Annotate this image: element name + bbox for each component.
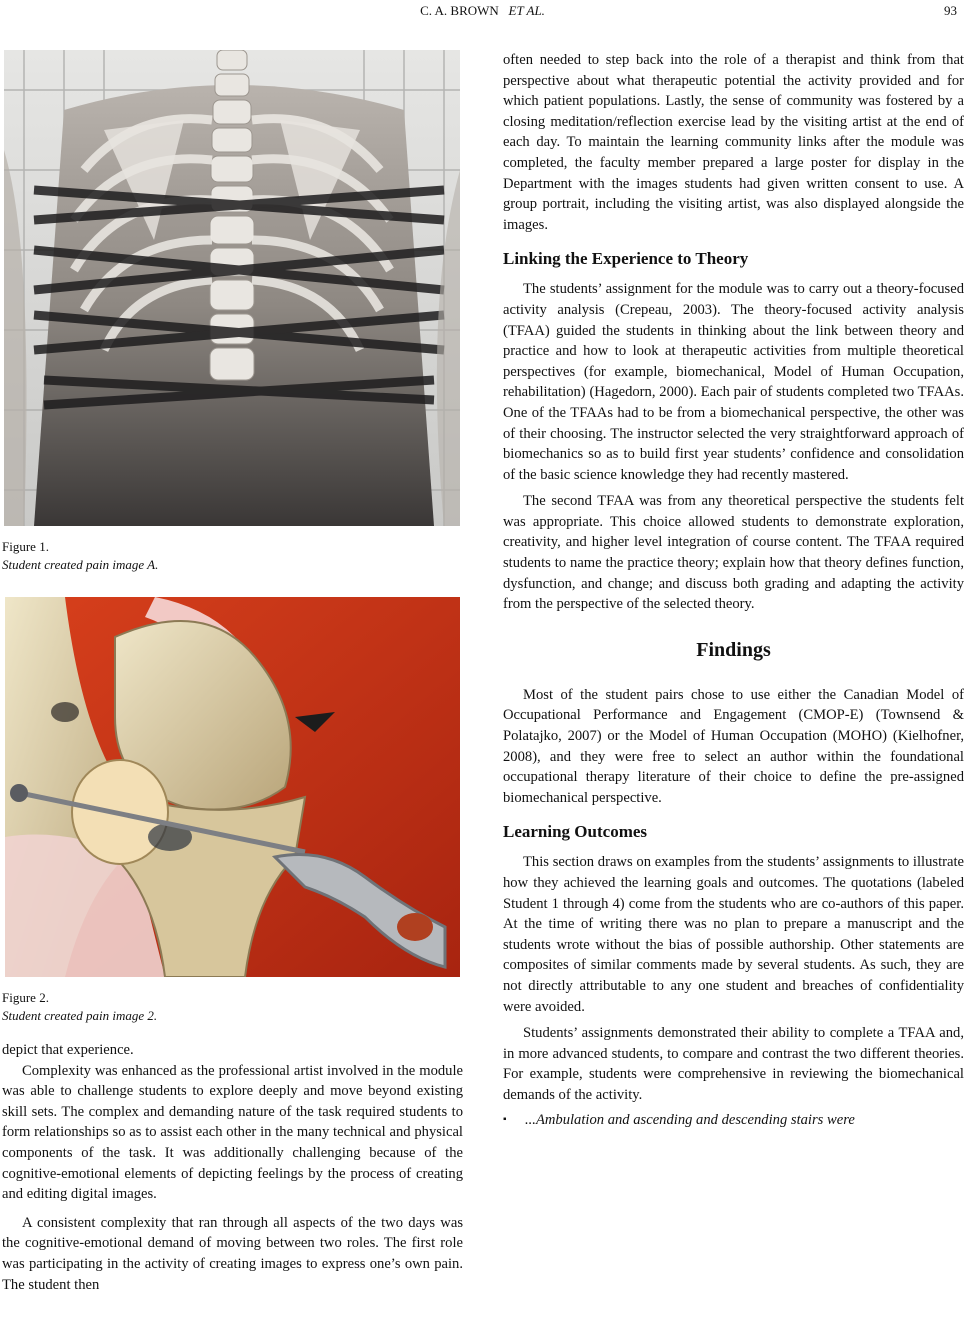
figure-2-image (5, 597, 460, 977)
quote-bullet (503, 1110, 964, 1131)
figure-1-caption: Figure 1. Student created pain image A. (2, 539, 159, 572)
page-number: 93 (944, 3, 957, 18)
right-column (503, 50, 964, 1130)
running-header (0, 0, 965, 22)
paragraph: This section draws on examples from the students’ assignments to illustrate how they achieved the learning goals and outcomes. The quotations (labeled Student 1 through 4) come from the students who are co-authors of this paper. At the time of writing there was no plan to prepare a manuscript and the students wrote without the bias of possible authorship. Other statements are composites of similar comments made by several students. As such, they are not directly attributable to any one student and breaches of confidentiality were avoided. (503, 854, 964, 1015)
section-heading-findings: Findings (696, 638, 771, 661)
left-column (2, 50, 463, 1295)
figure-2-caption: Figure 2. Student created pain image 2. (2, 990, 158, 1023)
figure-1-image (4, 50, 460, 526)
section-heading-theory: Linking the Experience to Theory (503, 249, 749, 269)
paragraph: The students’ assignment for the module was to carry out a theory-focused activity analysis (Crepeau, 2003). The theory-focused activity analysis (TFAA) guided the students in thinking about the link between theory and practice and how to look at therapeutic activities from multiple theoretical perspectives (for example, biomechanical, Model of Human Occupation, rehabilitation) (Hagedorn, 2000). Each pair of students completed two TFAAs. One of the TFAAs had to be from a biomechanical perspective, the other was of their choosing. The instructor selected the very straightforward approach of biomechanics so as to build first year students’ confidence and consolidation of the basic science knowledge they had recently mastered. (503, 281, 964, 483)
paragraph: Most of the student pairs chose to use either the Canadian Model of Occupational Performance and Engagement (CMOP-E) (Townsend & Polatajko, 2007) or the Model of Human Occupation (MOHO) (Kielhofner, 2008), and they were free to select an author within the foundational occupational therapy literature of their choice to define the pre-assigned biomechanical perspective. (503, 686, 964, 806)
paragraph: Complexity was enhanced as the professional artist involved in the module was able to challenge students to explore deeply and move beyond existing skill sets. The complex and demanding nature of the task required students to form relationships so as to assist each other in the many technical and physical components of the task. It was additionally challenging because of the cognitive-emotional elements of depicting feelings by the process of creating and editing digital images. (2, 1062, 463, 1203)
bullet-square-icon: ▪ (503, 1113, 507, 1125)
paragraph: often needed to step back into the role of a therapist and think from that perspective about what therapeutic potential the activity provided and for which patient populations. Lastly, the sense of community was fostered by a closing meditation/reflection exercise lead by the visiting artist at the end of each day. To maintain the learning community links after the module was completed, the faculty member prepared a large poster for display in the Department with the images students had given written consent to use. A group portrait, including the visiting artist, was also displayed alongside the images. (503, 52, 964, 233)
paragraph: A consistent complexity that ran through all aspects of the two days was the cognitive-emotional demand of moving between two roles. The first role was participating in the activity of creating images to express one’s own pain. The student then (2, 1214, 463, 1293)
header-authors: C. A. BROWN ET AL. (420, 3, 545, 18)
bullet-text: ...Ambulation and ascending and descending stairs were (525, 1111, 855, 1128)
pain-image-a-illustration (4, 50, 460, 526)
paragraph: Students’ assignments demonstrated their ability to complete a TFAA and, in more advanced students, to compare and contrast the two different theories. For example, students were comprehensive in reviewing the biomechanical demands of the activity. (503, 1025, 964, 1103)
section-heading-outcomes: Learning Outcomes (503, 822, 648, 842)
paragraph: The second TFAA was from any theoretical perspective the students felt was appropriate. This choice allowed students to demonstrate exploration, creativity, and higher level integration of course content. The TFAA required students to name the practice theory; explain how that theory defines function, dysfunction, and change; and discuss both grading and adapting the activity from the perspective of the selected theory. (503, 493, 964, 613)
paragraph: depict that experience. (2, 1042, 134, 1058)
pain-image-2-illustration (5, 597, 460, 977)
